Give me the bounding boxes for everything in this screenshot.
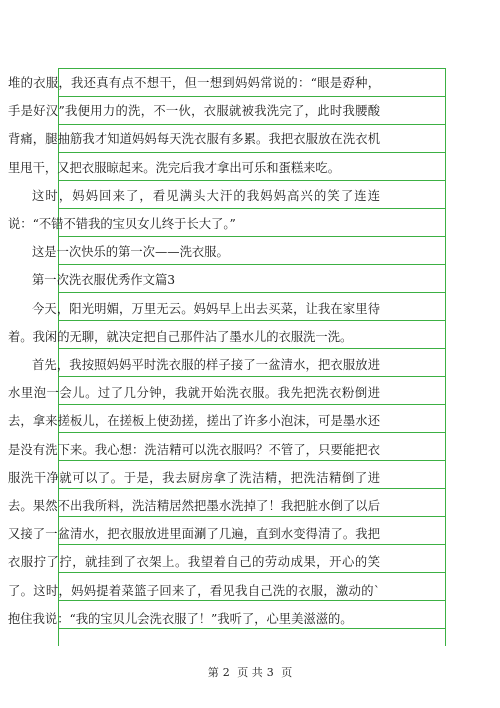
paragraph: 这时，妈妈回来了，看见满头大汗的我妈妈高兴的笑了连连说：“不错不错我的宝贝女儿终于长大了。” [8, 188, 380, 232]
footer-prefix: 第 [207, 666, 219, 679]
footer-suffix: 页 [281, 666, 293, 679]
paragraph: 首先，我按照妈妈平时洗衣服的样子接了一盆清水，把衣服放进水里泡一会儿。过了几分钟，我就开始洗衣服。我先把洗衣粉倒进去，拿来搓板儿，在搓板上使劲搓，搓出了许多小泡沫，可是墨水还是没有洗下来。我心想：洗洁精可以洗衣服吗？不管了，只要能把衣服洗干净就可以了。于是，我去厨房拿了洗洁精，把洗洁精倒了进去。果然不出我所料，洗洁精居然把墨水洗掉了！我把脏水倒了以后又接了一盆清水，把衣服放进里面涮了几遍，直到水变得清了。我把衣服拧了拧，就挂到了衣架上。我望着自己的劳动成果，开心的笑了。这时，妈妈提着菜篮子回来了，看见我自己洗的衣服，激动的`抱住我说：“我的宝贝儿会洗衣服了！”我听了，心里美滋滋的。 [8, 358, 380, 626]
body-text [8, 69, 380, 633]
footer-mid: 页 共 [237, 666, 263, 679]
paragraph: 今天，阳光明媚，万里无云。妈妈早上出去买菜，让我在家里待着。我闲的无聊，就决定把自己那件沾了墨水儿的衣服洗一洗。 [8, 301, 380, 344]
paragraph: 这是一次快乐的第一次——洗衣服。 [32, 245, 229, 260]
page-footer [0, 664, 500, 680]
section-heading: 第一次洗衣服优秀作文篇3 [32, 273, 176, 288]
footer-page-number: 2 [222, 666, 230, 679]
paragraph: 堆的衣服，我还真有点不想干，但一想到妈妈常说的：“眼是孬种，手是好汉”我便用力的洗，不一伙，衣服就被我洗完了，此时我腰酸背痛，腿抽筋我才知道妈妈每天洗衣服有多累。我把衣服放在洗衣机里甩干，又把衣服晾起来。洗完后我才拿出可乐和蛋糕来吃。 [8, 76, 380, 175]
footer-total-pages: 3 [266, 666, 274, 679]
